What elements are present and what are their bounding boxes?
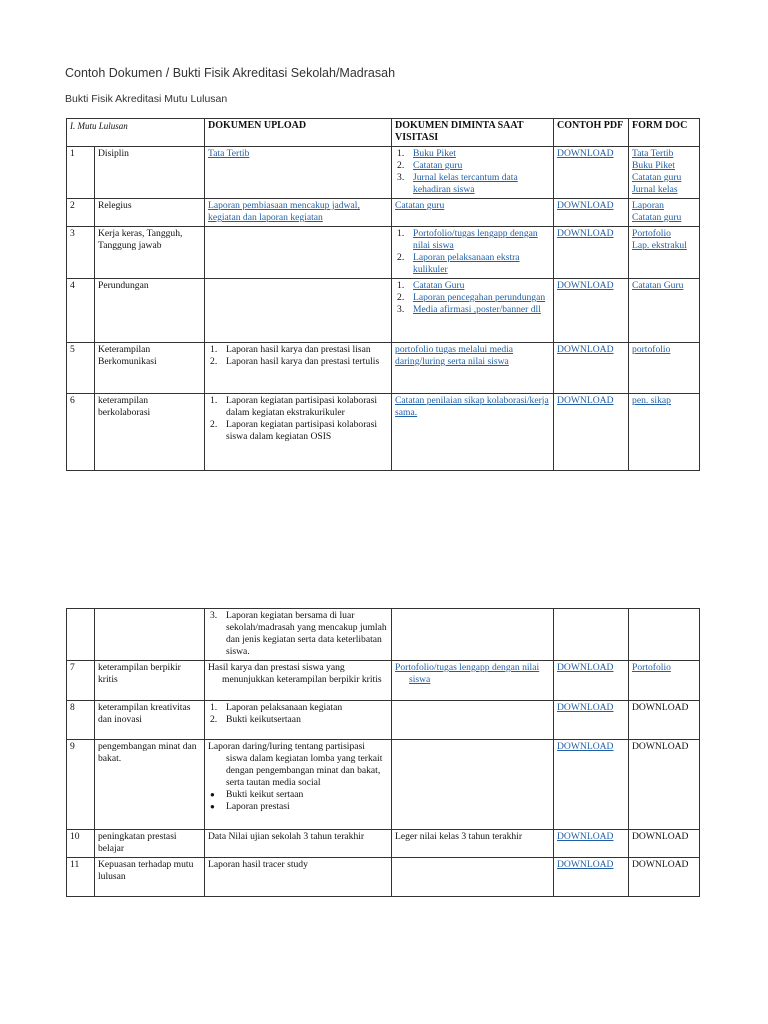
row-criteria: Kepuasan terhadap mutu lulusan — [95, 858, 205, 897]
table-row-continuation — [67, 609, 700, 661]
upload-cell-empty — [205, 227, 392, 279]
form-doc-link[interactable]: Lap. ekstrakul — [632, 240, 687, 251]
row-number: 1 — [67, 147, 95, 199]
form-doc-link[interactable]: portofolio — [632, 344, 671, 355]
upload-item: Laporan prestasi — [226, 801, 290, 812]
visit-link[interactable]: Buku Piket — [413, 148, 456, 159]
download-pdf-link[interactable]: DOWNLOAD — [557, 741, 614, 752]
table-row — [67, 343, 700, 394]
list-item: 2. Laporan kegiatan partisipasi kolaborasi siswa dalam kegiatan OSIS — [210, 419, 378, 442]
row-number: 6 — [67, 394, 95, 471]
row-number: 5 — [67, 343, 95, 394]
upload-text: Hasil karya dan prestasi siswa yang menunjukkan keterampilan berpikir kritis — [208, 662, 382, 685]
upload-item: Laporan pelaksanaan kegiatan — [226, 702, 343, 713]
download-pdf-link[interactable]: DOWNLOAD — [557, 859, 614, 870]
visit-link[interactable]: Laporan pencegahan perundungan — [413, 292, 546, 303]
row-number: 2 — [67, 199, 95, 227]
row-number: 7 — [67, 661, 95, 701]
visit-list — [395, 148, 550, 196]
list-item: 1. Catatan Guru — [397, 280, 465, 291]
table-row — [67, 227, 700, 279]
form-doc-link[interactable]: pen. sikap — [632, 395, 671, 406]
visit-list — [395, 228, 550, 276]
form-doc-link[interactable]: Buku Piket — [632, 160, 675, 171]
row-number: 3 — [67, 227, 95, 279]
row-criteria: Kerja keras, Tangguh, Tanggung jawab — [95, 227, 205, 279]
page-title: Contoh Dokumen / Bukti Fisik Akreditasi Sekolah/Madrasah — [65, 66, 396, 80]
list-item: 3. Laporan kegiatan bersama di luar sekolah/madrasah yang mencakup jumlah dan jenis kegiatan serta data keterlibatan siswa. — [210, 610, 387, 657]
download-pdf-link[interactable]: DOWNLOAD — [557, 200, 614, 211]
upload-item: Laporan kegiatan bersama di luar sekolah/madrasah yang mencakup jumlah dan jenis kegiatan serta data keterlibatan siswa. — [226, 610, 387, 657]
download-pdf-link[interactable]: DOWNLOAD — [557, 662, 614, 673]
download-pdf-link[interactable]: DOWNLOAD — [557, 702, 614, 713]
table-row — [67, 830, 700, 858]
table-row — [67, 701, 700, 740]
list-item: 3. Jurnal kelas tercantum data kehadiran siswa — [397, 172, 518, 195]
table-row — [67, 147, 700, 199]
table-row — [67, 199, 700, 227]
download-pdf-link[interactable]: DOWNLOAD — [557, 280, 614, 291]
form-doc-link[interactable]: Jurnal kelas — [632, 184, 678, 195]
form-doc-link[interactable]: Portofolio — [632, 662, 671, 673]
list-item: 3. Media afirmasi ,poster/banner dll — [397, 304, 541, 315]
download-pdf-link[interactable]: DOWNLOAD — [557, 228, 614, 239]
table-row — [67, 394, 700, 471]
upload-cell-empty — [205, 279, 392, 343]
row-criteria: keterampilan berpikir kritis — [95, 661, 205, 701]
upload-item: Laporan hasil karya dan prestasi tertulis — [226, 356, 380, 367]
header-dokumen-visitasi: DOKUMEN DIMINTA SAAT VISITASI — [392, 119, 554, 147]
row-criteria: pengembangan minat dan bakat. — [95, 740, 205, 830]
visit-link[interactable]: Catatan penilaian sikap kolaborasi/kerja sama. — [395, 395, 549, 418]
list-item: 1. Laporan kegiatan partisipasi kolaborasi dalam kegiatan ekstrakurikuler — [210, 395, 378, 418]
table-row — [67, 858, 700, 897]
upload-list — [208, 610, 388, 658]
row-criteria: keterampilan berkolaborasi — [95, 394, 205, 471]
form-doc-text: DOWNLOAD — [629, 858, 700, 897]
upload-text: Laporan hasil tracer study — [205, 858, 392, 897]
visit-link[interactable]: Catatan Guru — [413, 280, 465, 291]
visit-link[interactable]: Media afirmasi ,poster/banner dll — [413, 304, 541, 315]
form-doc-link[interactable]: Catatan guru — [632, 172, 682, 183]
upload-link[interactable]: Laporan pembiasaan mencakup jadwal, kegiatan dan laporan kegiatan — [208, 200, 360, 223]
visit-link[interactable]: Portofolio/tugas lengapp dengan nilai siswa — [413, 228, 538, 251]
row-number: 9 — [67, 740, 95, 830]
table-row — [67, 279, 700, 343]
form-doc-text: DOWNLOAD — [629, 740, 700, 830]
upload-item: Laporan kegiatan partisipasi kolaborasi siswa dalam kegiatan OSIS — [226, 419, 378, 442]
list-item: ● Bukti keikut sertaan — [210, 789, 304, 800]
upload-text: Data Nilai ujian sekolah 3 tahun terakhir — [208, 831, 365, 842]
visit-link[interactable]: Jurnal kelas tercantum data kehadiran siswa — [413, 172, 518, 195]
upload-item: Bukti keikutsertaan — [226, 714, 301, 725]
header-mutu-lulusan: I. Mutu Lulusan — [67, 119, 205, 147]
upload-link[interactable]: Tata Tertib — [208, 148, 250, 159]
row-criteria: Keterampilan Berkomunikasi — [95, 343, 205, 394]
accreditation-table-part-2 — [66, 608, 700, 897]
header-form-doc: FORM DOC — [629, 119, 700, 147]
table-row — [67, 661, 700, 701]
header-dokumen-upload: DOKUMEN UPLOAD — [205, 119, 392, 147]
row-number: 10 — [67, 830, 95, 858]
form-doc-link[interactable]: Catatan Guru — [632, 280, 684, 291]
table-row — [67, 740, 700, 830]
header-contoh-pdf: CONTOH PDF — [554, 119, 629, 147]
list-item: 1. Laporan pelaksanaan kegiatan — [210, 702, 343, 713]
visit-link[interactable]: Portofolio/tugas lengapp dengan nilai siswa — [395, 662, 540, 685]
row-number: 8 — [67, 701, 95, 740]
upload-item: Laporan hasil karya dan prestasi lisan — [226, 344, 371, 355]
table-header-row — [67, 119, 700, 147]
visit-link[interactable]: Catatan guru — [395, 200, 445, 211]
list-item: 1. Portofolio/tugas lengapp dengan nilai siswa — [397, 228, 538, 251]
download-pdf-link[interactable]: DOWNLOAD — [557, 344, 614, 355]
row-criteria: keterampilan kreativitas dan inovasi — [95, 701, 205, 740]
row-number: 11 — [67, 858, 95, 897]
download-pdf-link[interactable]: DOWNLOAD — [557, 395, 614, 406]
list-item: 1. Laporan hasil karya dan prestasi lisan — [210, 344, 371, 355]
list-item: 1. Buku Piket — [397, 148, 456, 159]
list-item: 2. Bukti keikutsertaan — [210, 714, 301, 725]
list-item: 2. Catatan guru — [397, 160, 463, 171]
visit-list — [395, 280, 550, 316]
download-pdf-link[interactable]: DOWNLOAD — [557, 148, 614, 159]
visit-link[interactable]: portofolio tugas melalui media daring/luring serta nilai siswa — [395, 344, 514, 367]
visit-link[interactable]: Laporan pelaksanaan ekstra kulikuler — [413, 252, 520, 275]
list-item: ● Laporan prestasi — [210, 801, 290, 812]
upload-item: Bukti keikut sertaan — [226, 789, 304, 800]
form-doc-link[interactable]: Tata Tertib — [632, 148, 674, 159]
form-doc-link[interactable]: Portofolio — [632, 228, 671, 239]
upload-list — [208, 702, 388, 726]
list-item: 2. Laporan pencegahan perundungan — [397, 292, 546, 303]
row-criteria: Perundungan — [95, 279, 205, 343]
download-pdf-link[interactable]: DOWNLOAD — [557, 831, 614, 842]
visit-text: Leger nilai kelas 3 tahun terakhir — [392, 830, 554, 858]
upload-text: Laporan daring/luring tentang partisipasi siswa dalam kegiatan lomba yang terkait dengan pengembangan minat dan bakat, serta tautan media social — [208, 741, 383, 788]
row-criteria: peningkatan prestasi belajar — [95, 830, 205, 858]
upload-list — [208, 344, 388, 368]
page-subtitle: Bukti Fisik Akreditasi Mutu Lulusan — [65, 93, 228, 105]
list-item: 2. Laporan pelaksanaan ekstra kulikuler — [397, 252, 520, 275]
visit-link[interactable]: Catatan guru — [413, 160, 463, 171]
row-number: 4 — [67, 279, 95, 343]
row-criteria: Disiplin — [95, 147, 205, 199]
upload-list — [208, 395, 388, 443]
upload-bullets — [208, 789, 388, 813]
list-item: 2. Laporan hasil karya dan prestasi tertulis — [210, 356, 380, 367]
form-doc-link[interactable]: Laporan — [632, 200, 664, 211]
row-criteria: Relegius — [95, 199, 205, 227]
accreditation-table-part-1 — [66, 118, 700, 471]
form-doc-text: DOWNLOAD — [629, 701, 700, 740]
form-doc-text: DOWNLOAD — [629, 830, 700, 858]
upload-item: Laporan kegiatan partisipasi kolaborasi dalam kegiatan ekstrakurikuler — [226, 395, 378, 418]
form-doc-link[interactable]: Catatan guru — [632, 212, 682, 223]
